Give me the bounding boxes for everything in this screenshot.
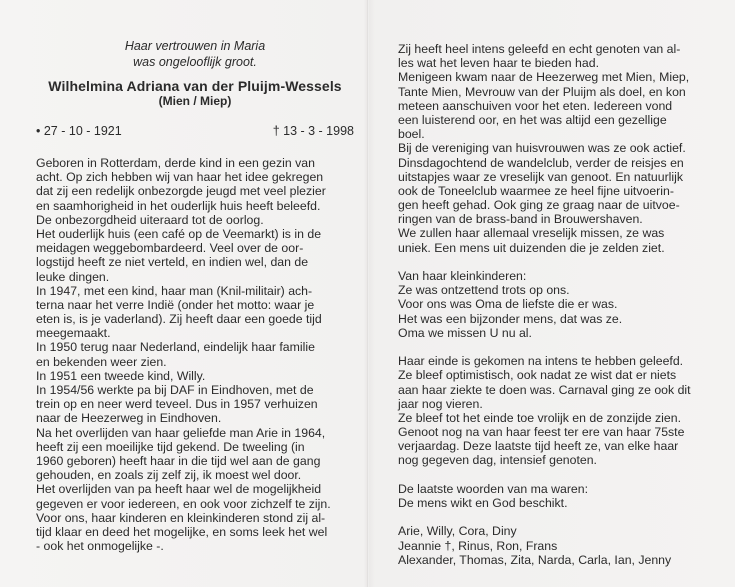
text-line: tijd klaar en deed het mogelijke, en soms leek het wel	[36, 524, 328, 539]
text-line: leuke dingen.	[36, 269, 110, 284]
text-line: ringen van de brass-band in Brouwershaven.	[398, 212, 643, 227]
text-line: Het ouderlijk huis (een café op de Veemarkt) is in de	[36, 226, 322, 241]
text-line: De mens wikt en God beschikt.	[398, 496, 568, 510]
text-line: meidagen weggebombardeerd. Veel over de oor-	[36, 241, 304, 256]
text-line: - ook het onmogelijke -.	[36, 539, 164, 554]
text-line: Ze bleef optimistisch, ook nadat ze wist dat er niets	[398, 368, 677, 383]
text-line: gegeven er voor iedereen, en ook voor zichzelf te zijn.	[36, 496, 331, 511]
text-line: nog gegeven dag, intensief genoten.	[398, 453, 597, 468]
text-line: les wat het leven haar te bieden had.	[398, 56, 599, 71]
death-date: † 13 - 3 - 1998	[272, 124, 354, 138]
text-line: en saamhorigheid in het ouderlijk huis heeft beleefd.	[36, 198, 321, 213]
text-line: trein op en neer werd teveel. Dus in 1957 verhuizen	[36, 397, 318, 412]
text-line: ook de Toneelclub waarmee ze heel fijne uitvoerin-	[398, 183, 674, 198]
paragraph-gap	[398, 255, 720, 269]
text-line: Haar einde is gekomen na intens te hebben geleefd.	[398, 354, 684, 369]
text-line: aan haar ziekte te doen was. Carnaval ging ze ook dit	[398, 382, 691, 397]
text-line: logstijd heeft ze niet verteld, en indien wel, dan de	[36, 255, 309, 270]
text-line: Na het overlijden van haar geliefde man Arie in 1964,	[36, 425, 326, 440]
left-page	[36, 0, 354, 587]
text-line: Bij de vereniging van huisvrouwen was ze ook actief.	[398, 141, 686, 156]
text-line: 1960 geboren) heeft haar in die tijd wel aan de gang	[36, 453, 321, 468]
text-line: Zij heeft heel intens geleefd en echt genoten van al-	[398, 42, 681, 56]
text-line: gehouden, en zoals zij zelf zij, ik moest wel door.	[36, 468, 302, 483]
text-line: heeft zij een moeilijke tijd gekend. De tweeling (in	[36, 439, 305, 454]
motto-line: was ongelooflijk groot.	[133, 55, 257, 69]
text-line: Dinsdagochtend de wandelclub, verder de reisjes en	[398, 155, 684, 170]
text-line: We zullen haar allemaal vreselijk missen, ze was	[398, 226, 665, 241]
text-line: acht. Op zich hebben wij van haar het idee gekregen	[36, 170, 324, 185]
text-line: een luisterend oor, en het was altijd een gezellige	[398, 112, 667, 127]
paragraph-gap	[398, 340, 720, 354]
text-line: Het was een bijzonder mens, dat was ze.	[398, 311, 623, 326]
text-line: en bekenden weer zien.	[36, 354, 167, 369]
paragraph-gap	[398, 510, 720, 524]
text-line: De laatste woorden van ma waren:	[398, 481, 589, 496]
deceased-name: Wilhelmina Adriana van der Pluijm-Wessels	[48, 78, 342, 94]
text-line: naar de Heezerweg in Eindhoven.	[36, 411, 222, 426]
text-line: verjaardag. Deze laatste tijd heeft ze, van elke haar	[398, 439, 679, 454]
text-line: meteen aanschuiven voor het eten. Iedereen vond	[398, 98, 673, 113]
text-line: Jeannie †, Rinus, Ron, Frans	[398, 538, 558, 553]
text-line: dat zij een redelijk onbezorgde jeugd met veel plezier	[36, 184, 326, 199]
motto	[36, 38, 354, 70]
text-line: De onbezorgdheid uiteraard tot de oorlog.	[36, 212, 264, 227]
text-line: Voor ons, haar kinderen en kleinkinderen stond zij al-	[36, 510, 326, 525]
motto-line: Haar vertrouwen in Maria	[124, 39, 266, 53]
text-line: In 1951 een tweede kind, Willy.	[36, 368, 206, 383]
text-line: Genoot nog na van haar feest ter ere van haar 75ste	[398, 425, 685, 440]
text-line: Arie, Willy, Cora, Diny	[398, 524, 517, 539]
text-line: Het overlijden van pa heeft haar wel de mogelijkheid	[36, 482, 322, 497]
text-line: uniek. Een mens uit duizenden die je zelden ziet.	[398, 240, 665, 255]
text-line: Voor ons was Oma de liefste die er was.	[398, 297, 618, 312]
text-line: Geboren in Rotterdam, derde kind in een gezin van	[36, 156, 315, 170]
nickname: (Mien / Miep)	[158, 94, 232, 108]
text-line: Menigeen kwam naar de Heezerweg met Mien, Miep,	[398, 70, 690, 85]
text-line: Tante Mien, Mevrouw van der Pluijm als doel, en kon	[398, 84, 686, 99]
text-line: Ze was ontzettend trots op ons.	[398, 283, 570, 298]
birth-date: • 27 - 10 - 1921	[36, 124, 122, 138]
text-line: Ze bleef tot het einde toe vrolijk en de zonzijde zien.	[398, 410, 682, 425]
text-line: boel.	[398, 127, 425, 142]
text-line: In 1954/56 werkte pa bij DAF in Eindhoven, met de	[36, 383, 314, 397]
text-line: In 1950 terug naar Nederland, eindelijk haar familie	[36, 340, 315, 355]
text-line: jaar nog vieren.	[398, 396, 483, 411]
text-line: Oma we missen U nu al.	[398, 325, 532, 340]
text-line: In 1947, met een kind, haar man (Knil-militair) ach-	[36, 283, 313, 298]
tribute-text	[398, 42, 720, 567]
biography-text	[36, 156, 354, 553]
text-line: uitstapjes waar ze vreselijk van genoot. En natuurlijk	[398, 169, 684, 184]
text-line: meegemaakt.	[36, 326, 111, 341]
text-line: Van haar kleinkinderen:	[398, 269, 527, 283]
text-line: Alexander, Thomas, Zita, Narda, Carla, Ian, Jenny	[398, 552, 672, 567]
text-line: eten is, is je vaderland). Zij heeft daar een goede tijd	[36, 312, 322, 327]
right-page	[398, 0, 720, 587]
text-line: gen heeft gehad. Ook ging ze graag naar de uitvoe-	[398, 198, 680, 213]
card-fold	[367, 0, 369, 587]
paragraph-gap	[398, 468, 720, 482]
text-line: terna naar het verre Indië (onder het motto: waar je	[36, 297, 315, 312]
